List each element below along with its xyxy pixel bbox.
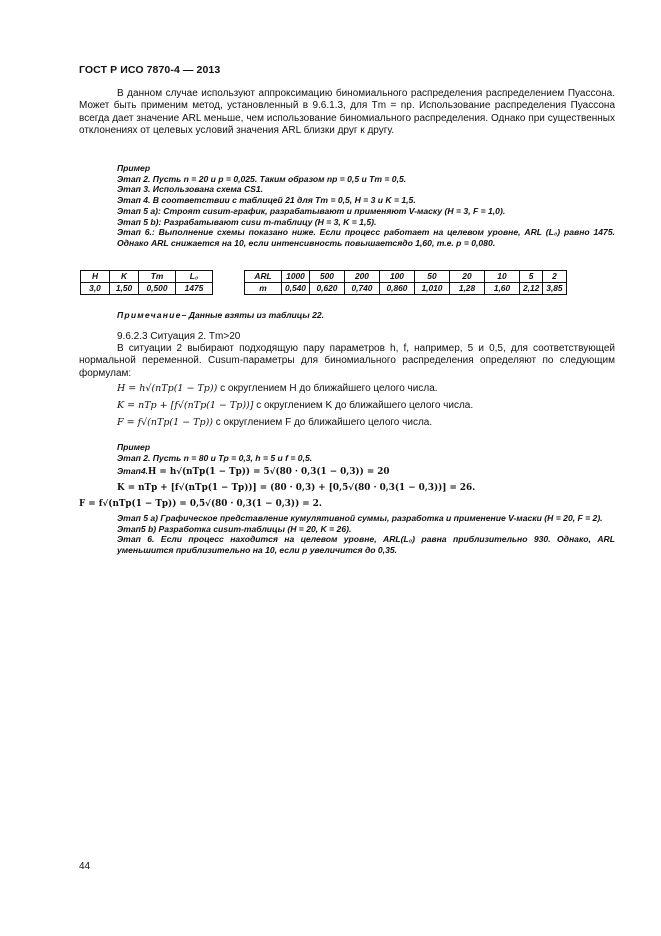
intro-paragraph: В данном случае используют аппроксимацию биномиального распределения распределением Пуассона. Может быть применим метод, установленный в 9.6.1.3, для Tm = np. Использование распределения Пуассона всегда дает значение ARL меньше, чем использование биномиального распределения. Однако при существенных отклонениях от целевых условий значения ARL близки друг к другу.	[79, 88, 615, 136]
section-body: В ситуации 2 выбирают подходящую пару параметров h, f, например, 5 и 0,5, для соответствующей нормальной переменной. Cusum-параметры для биномиального распределения определяют по следующим формулам:	[79, 343, 615, 379]
table-cell: 2,12	[519, 283, 542, 295]
example-2-stage5b: Этап5 b) Разработка cusum-таблицы (H = 20, K = 26).	[117, 523, 352, 534]
table-cell: 5	[519, 271, 542, 283]
example-1-title: Пример	[117, 163, 151, 173]
table-cell: 500	[309, 271, 344, 283]
example-1-line: Этап 5 а): Строят cusum-график, разрабатывают и применяют V-маску (H = 3, F = 1,0).	[117, 205, 506, 216]
formula-f-expression: F = f√(nTp(1 − Tp))	[117, 417, 213, 428]
example-1-line: Этап 3. Использована схема CS1.	[117, 184, 264, 195]
table-row	[245, 271, 567, 283]
table-cell: 20	[449, 271, 484, 283]
document-header: ГОСТ Р ИСО 7870-4 — 2013	[79, 64, 221, 76]
table-cell: 0,620	[309, 283, 344, 295]
note-label: Примечание	[117, 310, 182, 320]
table-cell: 1,60	[484, 283, 519, 295]
table-cell: Tm	[139, 271, 176, 283]
table-cell: 0,740	[344, 283, 379, 295]
table-cell: L₀	[176, 271, 213, 283]
formula-k	[117, 397, 473, 414]
parameters-table	[80, 270, 213, 295]
example-2-tail	[79, 513, 615, 556]
stage4-formula: H = h√(nTp(1 − Tp)) = 5√(80 · 0,3(1 − 0,3)) = 20	[148, 467, 390, 477]
table-cell: 1,50	[110, 283, 139, 295]
example-2-line: Этап 2. Пусть n = 80 и Tp = 0,3, h = 5 и f = 0,5.	[117, 452, 313, 463]
table-cell: 0,540	[282, 283, 310, 295]
example-2-head	[79, 442, 615, 463]
table-cell: ARL	[245, 271, 282, 283]
table-cell: 3,0	[81, 283, 110, 295]
arl-table	[244, 270, 567, 295]
table-cell: 2	[543, 271, 566, 283]
table-cell: 1,010	[414, 283, 449, 295]
formula-k-expression: K = nTp + [f√(nTp(1 − Tp))]	[117, 400, 254, 411]
formula-f	[117, 414, 432, 431]
f-formula: F = f√(nTp(1 − Tp)) = 0,5√(80 · 0,3(1 − 0,3)) = 2.	[79, 499, 322, 509]
example-2-stage6: Этап 6. Если процесс находится на целевом уровне, ARL(L₀) равна приблизительно 930. Однако, ARL уменьшится приблизительно на 10, если p увеличится до 0,35.	[117, 534, 615, 556]
example-2-stage4	[117, 464, 390, 479]
table-cell: 0,860	[379, 283, 414, 295]
table-cell: 50	[414, 271, 449, 283]
table-cell: 10	[484, 271, 519, 283]
table-note	[117, 310, 324, 320]
k-formula: K = nTp + [f√(nTp(1 − Tp))] = (80 · 0,3) + [0,5√(80 · 0,3(1 − 0,3))] = 26.	[117, 483, 476, 493]
example-2-k-formula	[117, 480, 475, 495]
example-1-line: Этап 2. Пусть n = 20 и p = 0,025. Таким образом np = 0,5 и Tm = 0,5.	[117, 173, 407, 184]
table-cell: 100	[379, 271, 414, 283]
note-text: – Данные взяты из таблицы 22.	[181, 310, 325, 320]
formula-h-text: с округлением H до ближайшего целого числа.	[220, 383, 438, 394]
example-2-stage5a: Этап 5 а) Графическое представление кумулятивной суммы, разработка и применение V-маски (H = 20, F = 2).	[117, 513, 603, 523]
table-cell: 1,28	[449, 283, 484, 295]
table-cell: 1475	[176, 283, 213, 295]
formula-f-text: с округлением F до ближайшего целого числа.	[215, 417, 433, 428]
formula-h-expression: H = h√(nTp(1 − Tp))	[117, 383, 218, 394]
section-heading: 9.6.2.3 Ситуация 2. Tm>20	[117, 331, 241, 342]
table-cell: H	[81, 271, 110, 283]
example-2-title: Пример	[117, 442, 151, 452]
example-1	[79, 163, 615, 249]
formula-k-text: с округлением K до ближайшего целого числа.	[256, 400, 474, 411]
stage4-label: Этап4.	[117, 466, 149, 476]
table-cell: m	[245, 283, 282, 295]
table-row	[81, 283, 213, 295]
example-1-line: Этап 5 b): Разрабатывают cusu m-таблицу (H = 3, K = 1,5).	[117, 216, 377, 227]
table-row	[81, 271, 213, 283]
formula-h	[117, 380, 438, 397]
table-cell: K	[110, 271, 139, 283]
table-cell: 3,85	[543, 283, 566, 295]
table-cell: 200	[344, 271, 379, 283]
page-number: 44	[79, 861, 91, 872]
example-1-line: Этап 4. В соответствии с таблицей 21 для Tm = 0,5, H = 3 и K = 1,5.	[117, 195, 416, 206]
table-cell: 1000	[282, 271, 310, 283]
table-cell: 0,500	[139, 283, 176, 295]
example-2-f-formula	[79, 496, 322, 511]
table-row	[245, 283, 567, 295]
example-1-stage6: Этап 6.: Выполнение схемы показано ниже. Если процесс работает на целевом уровне, ARL (L₀) равно 1475. Однако ARL снижается на 10, если интенсивность повышаетсядо 1,60, т.е. p = 0,080.	[117, 227, 615, 248]
